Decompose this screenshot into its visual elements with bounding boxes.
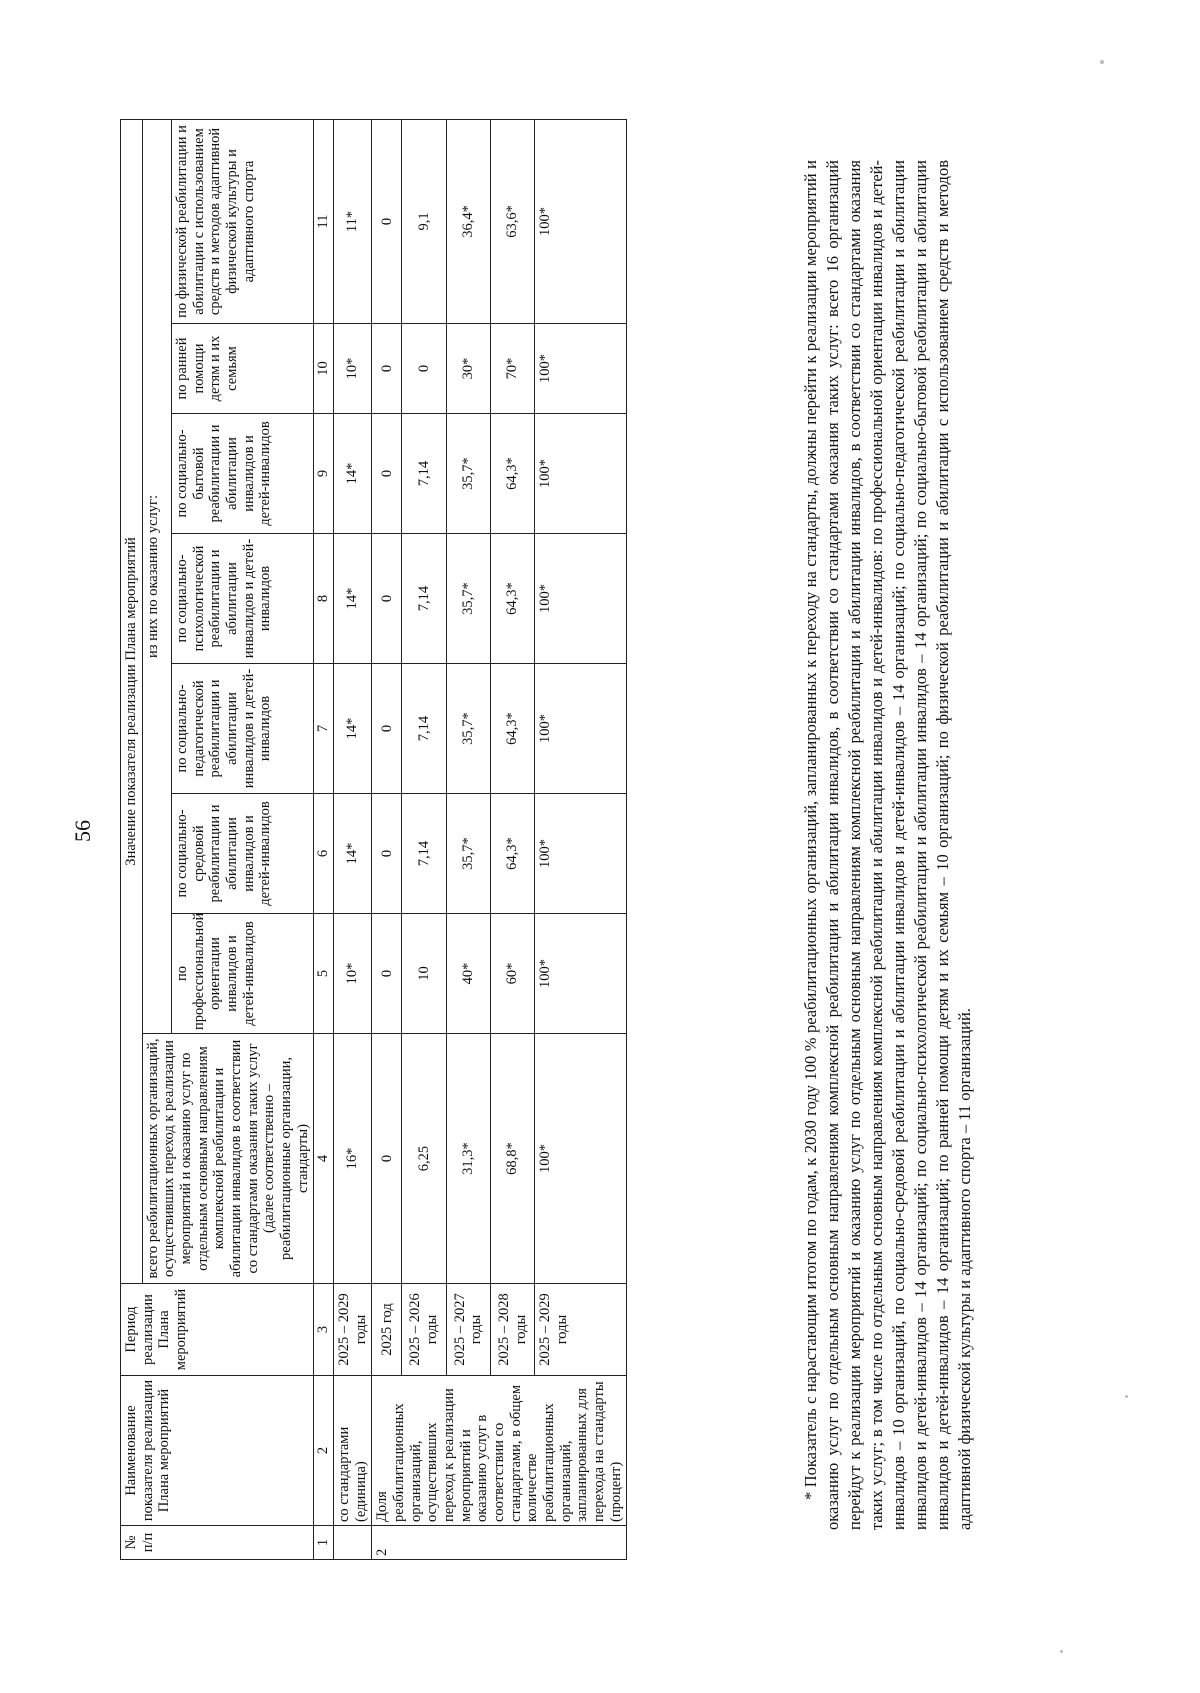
col-number: 10	[314, 324, 334, 414]
period-cell: 2025 год	[372, 1284, 402, 1376]
value-cell: 40*	[446, 914, 490, 1034]
value-cell: 7,14	[402, 414, 446, 534]
period-cell: 2025 – 2029 годы	[334, 1284, 372, 1376]
value-cell: 100*	[535, 1034, 627, 1284]
value-cell: 7,14	[402, 534, 446, 664]
indicator-name: со стандартами (единица)	[334, 1376, 372, 1526]
value-cell: 64,3*	[491, 534, 535, 664]
col-number: 5	[314, 914, 334, 1034]
value-cell: 14*	[334, 664, 372, 794]
table-row	[446, 119, 490, 1559]
indicator-name: Доля реабилитационных организаций, осуществивших переход к реализации мероприятий и оказанию услуг в соответствии со стандартами, в общем количестве реабилитационных организаций, запланированных для перехода на стандарты (процент)	[372, 1376, 627, 1526]
col-number: 4	[314, 1034, 334, 1284]
row-num-cell	[334, 1526, 372, 1560]
value-cell: 0	[372, 414, 402, 534]
header-value-group: Значение показателя реализации Плана мероприятий	[121, 119, 143, 1283]
value-cell: 70*	[491, 324, 535, 414]
scan-speck	[1060, 1650, 1063, 1653]
value-cell: 14*	[334, 414, 372, 534]
value-cell: 63,6*	[491, 119, 535, 323]
value-cell: 10*	[334, 324, 372, 414]
value-cell: 60*	[491, 914, 535, 1034]
value-cell: 100*	[535, 414, 627, 534]
value-cell: 64,3*	[491, 794, 535, 914]
header-col7: по социально-педагогической реабилитации и абилитации инвалидов и детей-инвалидов	[172, 664, 314, 794]
table-row	[491, 119, 535, 1559]
col-number: 2	[314, 1376, 334, 1526]
header-col6: по социально-средовой реабилитации и абилитации инвалидов и детей-инвалидов	[172, 794, 314, 914]
header-name: Наименование показателя реализации Плана мероприятий	[121, 1376, 314, 1526]
value-cell: 0	[372, 794, 402, 914]
value-cell: 6,25	[402, 1034, 446, 1284]
value-cell: 100*	[535, 534, 627, 664]
header-num: № п/п	[121, 1526, 314, 1560]
table-row	[402, 119, 446, 1559]
header-of-which: из них по оказанию услуг:	[142, 119, 171, 1033]
period-cell: 2025 – 2027 годы	[446, 1284, 490, 1376]
value-cell: 10	[402, 914, 446, 1034]
value-cell: 16*	[334, 1034, 372, 1284]
column-number-row	[314, 119, 334, 1559]
value-cell: 14*	[334, 534, 372, 664]
value-cell: 10*	[334, 914, 372, 1034]
value-cell: 36,4*	[446, 119, 490, 323]
value-cell: 35,7*	[446, 534, 490, 664]
footnote: * Показатель с нарастающим итогом по годам, к 2030 году 100 % реабилитационных организаций, запланированных к переходу на стандарты, должны перейти к реализации мероприятий и оказанию услуг по отдельным основным направлениям комплексной реабилитации и абилитации инвалидов, в соответствии со стандартами оказания таких услуг: всего 16 организаций перейдут к реализации мероприятий и оказанию услуг по отдельным основным направлениям комплексной реабилитации и абилитации инвалидов, в соответствии со стандартами оказания таких услуг; в том числе по отдельным основным направлениям комплексной реабилитации и абилитации инвалидов и детей-инвалидов: по профессиональной ориентации инвалидов и детей-инвалидов – 10 организаций, по социально-средовой реабилитации и абилитации инвалидов и детей-инвалидов – 14 организаций; по социально-педагогической реабилитации и абилитации инвалидов и детей-инвалидов – 14 организаций; по социально-психологической реабилитации и абилитации инвалидов – 14 организаций; по социально-бытовой реабилитации и абилитации инвалидов и детей-инвалидов – 14 организаций; по ранней помощи детям и их семьям – 10 организаций; по физической реабилитации и абилитации с использованием средств и методов адаптивной физической культуры и адаптивного спорта – 11 организаций.	[801, 160, 974, 1530]
header-row-1	[121, 119, 143, 1559]
value-cell: 0	[372, 1034, 402, 1284]
page-number: 56	[70, 820, 95, 842]
value-cell: 0	[372, 119, 402, 323]
header-col11: по физической реабилитации и абилитации с использованием средств и методов адаптивной физической культуры и адаптивного спорта	[172, 119, 314, 323]
value-cell: 100*	[535, 324, 627, 414]
value-cell: 0	[372, 664, 402, 794]
scan-speck	[1100, 60, 1104, 64]
header-col5: по профессиональной ориентации инвалидов и детей-инвалидов	[172, 914, 314, 1034]
value-cell: 100*	[535, 119, 627, 323]
value-cell: 0	[372, 324, 402, 414]
value-cell: 0	[372, 914, 402, 1034]
row-num-cell: 2	[372, 1526, 627, 1560]
value-cell: 35,7*	[446, 664, 490, 794]
col-number: 8	[314, 534, 334, 664]
period-cell: 2025 – 2028 годы	[491, 1284, 535, 1376]
header-col8: по социально-психологической реабилитации и абилитации инвалидов и детей-инвалидов	[172, 534, 314, 664]
col-number: 9	[314, 414, 334, 534]
value-cell: 14*	[334, 794, 372, 914]
header-col9: по социально-бытовой реабилитации и абилитации инвалидов и детей-инвалидов	[172, 414, 314, 534]
scan-speck	[1125, 1395, 1128, 1398]
table-row	[372, 119, 402, 1559]
header-col10: по ранней помощи детям и их семьям	[172, 324, 314, 414]
header-period: Период реализации Плана мероприятий	[121, 1284, 314, 1376]
table-row	[535, 119, 627, 1559]
period-cell: 2025 – 2029 годы	[535, 1284, 627, 1376]
col-number: 6	[314, 794, 334, 914]
value-cell: 30*	[446, 324, 490, 414]
value-cell: 11*	[334, 119, 372, 323]
value-cell: 7,14	[402, 664, 446, 794]
header-total: всего реабилитационных организаций, осуществивших переход к реализации мероприятий и оказанию услуг по отдельным основным направлениям комплексной реабилитации и абилитации инвалидов в соответствии со стандартами оказания таких услуг (далее соответственно – реабилитационные организации, стандарты)	[142, 1034, 314, 1284]
value-cell: 100*	[535, 664, 627, 794]
period-cell: 2025 – 2026 годы	[402, 1284, 446, 1376]
indicator-table	[120, 119, 627, 1560]
col-number: 1	[314, 1526, 334, 1560]
value-cell: 100*	[535, 794, 627, 914]
value-cell: 0	[372, 534, 402, 664]
value-cell: 100*	[535, 914, 627, 1034]
value-cell: 68,8*	[491, 1034, 535, 1284]
value-cell: 31,3*	[446, 1034, 490, 1284]
value-cell: 64,3*	[491, 664, 535, 794]
value-cell: 9,1	[402, 119, 446, 323]
rotated-page-content	[120, 120, 1060, 1560]
col-number: 7	[314, 664, 334, 794]
value-cell: 35,7*	[446, 414, 490, 534]
table-row	[334, 119, 372, 1559]
value-cell: 7,14	[402, 794, 446, 914]
value-cell: 0	[402, 324, 446, 414]
col-number: 3	[314, 1284, 334, 1376]
col-number: 11	[314, 119, 334, 323]
value-cell: 64,3*	[491, 414, 535, 534]
value-cell: 35,7*	[446, 794, 490, 914]
